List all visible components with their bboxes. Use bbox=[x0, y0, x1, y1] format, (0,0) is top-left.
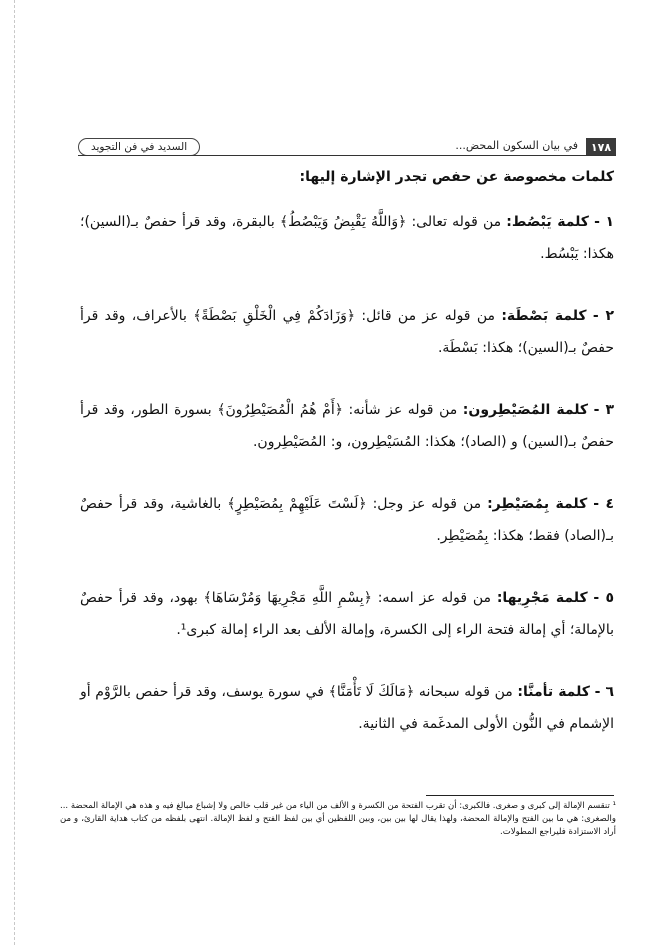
item-text: من قوله عز اسمه: ﴿بِسْمِ اللَّهِ مَجْرِيهَا وَمُرْسَاهَا﴾ بهود، وقد قرأ حفصٌ بالإمالة؛ أي إمالة فتحة الراء إلى الكسرة، وإمالة الألف بعد الراء إمالة كبرى¹. bbox=[80, 590, 614, 638]
item-text: من قوله عز شأنه: ﴿أَمْ هُمُ الْمُصَيْطِرُونَ﴾ بسورة الطور، وقد قرأ حفصٌ بـ(السين) و (الصاد)؛ هكذا: المُسَيْطِرون، و: المُصَيْطِرون. bbox=[80, 402, 614, 450]
list-item bbox=[80, 676, 614, 740]
item-text: من قوله عز من قائل: ﴿وَزَادَكُمْ فِي الْخَلْقِ بَصْطَةً﴾ بالأعراف، وقد قرأ حفصٌ بـ(السين)؛ هكذا: بَسْطَة. bbox=[80, 308, 614, 356]
item-number: ٢ - bbox=[592, 308, 615, 324]
list-item bbox=[80, 300, 614, 364]
main-content bbox=[80, 166, 614, 770]
book-title: السديد في فن التجويد bbox=[91, 141, 188, 153]
item-text: من قوله تعالى: ﴿وَاللَّهُ يَقْبِضُ وَيَبْصُطُ﴾ بالبقرة، وقد قرأ حفصٌ بـ(السين)؛ هكذا: يَبْسُط. bbox=[80, 214, 614, 262]
item-text: من قوله عز وجل: ﴿لَسْتَ عَلَيْهِمْ بِمُصَيْطِرٍ﴾ بالغاشية، وقد قرأ حفصٌ بـ(الصاد) فقط؛ هكذا: بِمُصَيْطِر. bbox=[80, 496, 614, 544]
page-number: ١٧٨ bbox=[586, 138, 616, 156]
item-number: ٣ - bbox=[593, 402, 615, 418]
item-number: ١ - bbox=[594, 214, 614, 230]
footnote-rule bbox=[426, 795, 614, 796]
item-number: ٤ - bbox=[593, 496, 615, 512]
list-item bbox=[80, 488, 614, 552]
item-term: كلمة تأمنَّا: bbox=[517, 684, 590, 700]
item-term: كلمة بَصْطَة: bbox=[501, 308, 587, 324]
item-term: كلمة يَبْصُط: bbox=[506, 214, 589, 230]
list-item bbox=[80, 394, 614, 458]
list-item bbox=[80, 206, 614, 270]
list-item bbox=[80, 582, 614, 646]
item-term: كلمة المُصَيْطِرون: bbox=[462, 402, 589, 418]
item-term: كلمة بِمُصَيْطِر: bbox=[487, 496, 588, 512]
section-heading: كلمات مخصوصة عن حفص تجدر الإشارة إليها: bbox=[299, 169, 614, 185]
item-number: ٦ - bbox=[594, 684, 614, 700]
item-term: كلمة مَجْرِيها: bbox=[496, 590, 588, 606]
item-text: من قوله سبحانه ﴿مَالَكَ لَا تَأْمَنَّا﴾ في سورة يوسف، وقد قرأ حفص بالرَّوْم أو الإشمام في النُّون الأولى المدغَمة في الثانية. bbox=[80, 684, 614, 732]
page-binding-edge bbox=[14, 0, 15, 945]
running-header bbox=[78, 138, 616, 156]
item-number: ٥ - bbox=[593, 590, 615, 606]
footnote: ¹ تنقسم الإمالة إلى كبرى و صغرى. فالكبرى: أن تقرب الفتحة من الكسرة و الألف من الياء من غير قلب خالص ولا إشباع مبالغ فيه و هذه هي الإمالة المحضة ... والصغرى: هي ما بين الفتح والإمالة المحضة، ولهذا يقال لها بين بين، وبين اللفظين أي بين لفظ الفتح و لفظ الإمالة. انتهى بلفظه من كتاب هداية القارئ، و من أراد الاستزادة فليراجع المطولات. bbox=[60, 801, 616, 837]
chapter-title: في بيان السكون المحض... bbox=[455, 139, 578, 152]
header-rule bbox=[78, 155, 616, 156]
book-title-badge bbox=[78, 138, 200, 156]
